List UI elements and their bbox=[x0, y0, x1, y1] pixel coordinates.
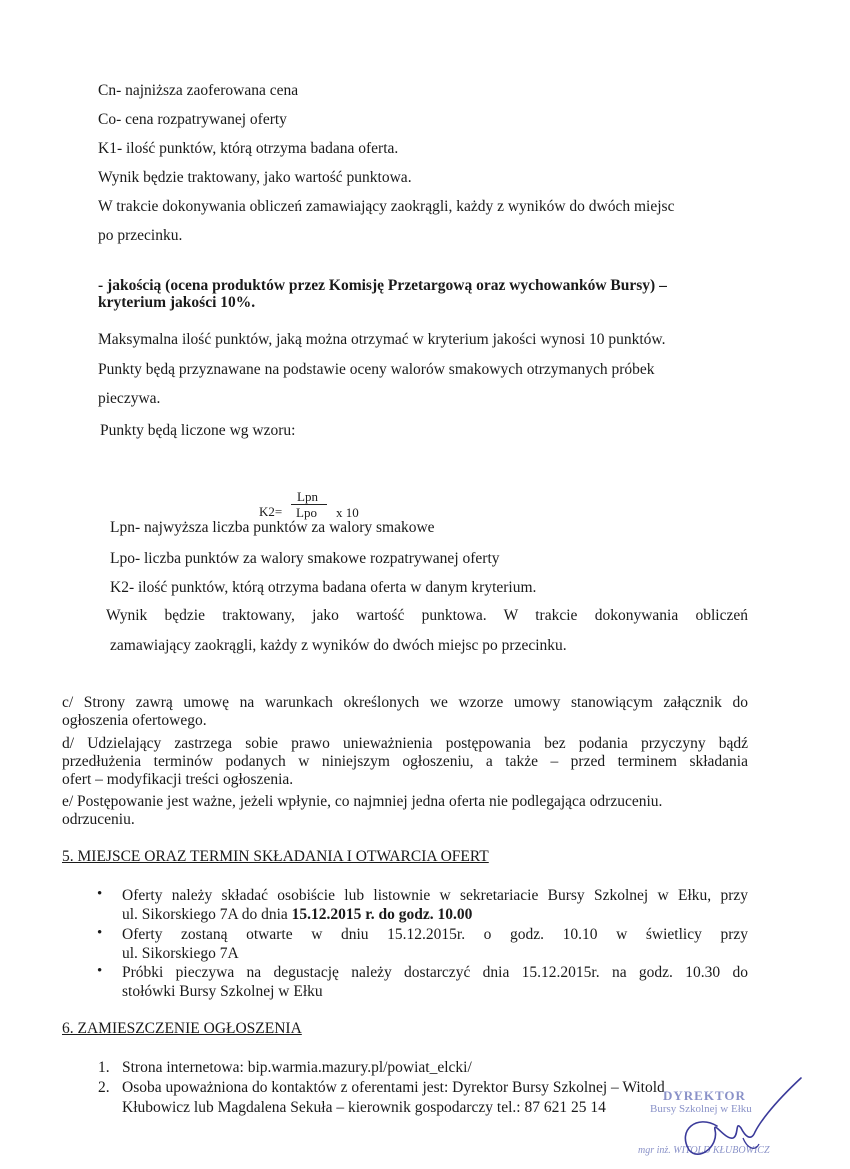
section-5-bullet2-line2: ul. Sikorskiego 7A bbox=[122, 945, 239, 962]
section-6-title: 6. ZAMIESZCZENIE OGŁOSZENIA bbox=[62, 1020, 302, 1037]
quality-heading-line1: - jakością (ocena produktów przez Komisję Przetargową oraz wychowanków Bursy) – bbox=[98, 277, 667, 294]
section-6-item2-line2: Kłubowicz lub Magdalena Sekuła – kierownik gospodarczy tel.: 87 621 25 14 bbox=[122, 1099, 606, 1116]
formula-denominator: Lpo bbox=[296, 505, 317, 520]
section-5-bullet3-line2: stołówki Bursy Szkolnej w Ełku bbox=[122, 983, 323, 1000]
quality-heading-line2: kryterium jakości 10%. bbox=[98, 294, 256, 311]
legend-k1: K1- ilość punktów, którą otrzyma badana oferta. bbox=[98, 140, 399, 157]
quality-paragraph-4: Punkty będą liczone wg wzoru: bbox=[100, 422, 296, 439]
legend-co: Co- cena rozpatrywanej oferty bbox=[98, 111, 287, 128]
formula-numerator: Lpn bbox=[297, 489, 318, 504]
clause-e-line2: odrzuceniu. bbox=[62, 811, 135, 828]
formula-multiplier: x 10 bbox=[336, 505, 359, 520]
bullet-dot: • bbox=[97, 925, 103, 941]
section-5-bullet3-line1: Próbki pieczywa na degustację należy dostarczyć dnia 15.12.2015r. na godz. 10.30 do bbox=[122, 964, 748, 981]
legend-lpo: Lpo- liczba punktów za walory smakowe rozpatrywanej oferty bbox=[110, 550, 500, 567]
clause-c-line1: c/ Strony zawrą umowę na warunkach określonych we wzorze umowy stanowiącym załącznik do bbox=[62, 694, 748, 711]
legend-lpn: Lpn- najwyższa liczba punktów za walory smakowe bbox=[110, 519, 435, 536]
clause-c-line2: ogłoszenia ofertowego. bbox=[62, 712, 207, 729]
formula-lhs: K2= bbox=[259, 504, 283, 519]
deadline-highlight: 15.12.2015 r. do godz. 10.00 bbox=[291, 906, 473, 923]
section-6-item2-number: 2. bbox=[98, 1079, 110, 1096]
section-5-bullet2-line1: Oferty zostaną otwarte w dniu 15.12.2015r. o godz. 10.10 w świetlicy przy bbox=[122, 926, 748, 943]
quality-paragraph-3: pieczywa. bbox=[98, 390, 161, 407]
stamp-institution: Bursy Szkolnej w Ełku bbox=[650, 1103, 752, 1115]
section-6-item1-number: 1. bbox=[98, 1059, 110, 1076]
quality-paragraph-2: Punkty będą przyznawane na podstawie oceny walorów smakowych otrzymanych próbek bbox=[98, 361, 655, 378]
wynik-note-2-line2: zamawiający zaokrągli, każdy z wyników do dwóch miejsc po przecinku. bbox=[110, 637, 567, 654]
section-6-item2-line1: Osoba upoważniona do kontaktów z oferentami jest: Dyrektor Bursy Szkolnej – Witold bbox=[122, 1079, 665, 1096]
section-5-title: 5. MIEJSCE ORAZ TERMIN SKŁADANIA I OTWARCIA OFERT bbox=[62, 848, 489, 865]
rounding-note-line2: po przecinku. bbox=[98, 227, 183, 244]
signature bbox=[655, 1076, 815, 1161]
clause-d-line1: d/ Udzielający zastrzega sobie prawo unieważnienia postępowania bez podania przyczyny bądź bbox=[62, 735, 748, 752]
bullet-dot: • bbox=[97, 963, 103, 979]
bullet-dot: • bbox=[97, 886, 103, 902]
wynik-note-2-line1: Wynik będzie traktowany, jako wartość punktowa. W trakcie dokonywania obliczeń bbox=[106, 607, 748, 624]
rounding-note-line1: W trakcie dokonywania obliczeń zamawiający zaokrągli, każdy z wyników do dwóch miejsc bbox=[98, 198, 675, 215]
clause-d-line2: przedłużenia terminów podanych w niniejszym ogłoszeniu, a także – przed terminem składania bbox=[62, 753, 748, 770]
clause-e-line1: e/ Postępowanie jest ważne, jeżeli wpłynie, co najmniej jedna oferta nie podlegająca odrzuceniu. bbox=[62, 793, 663, 810]
section-6-item1: Strona internetowa: bip.warmia.mazury.pl/powiat_elcki/ bbox=[122, 1059, 472, 1076]
legend-cn: Cn- najniższa zaoferowana cena bbox=[98, 82, 299, 99]
clause-d-line3: ofert – modyfikacji treści ogłoszenia. bbox=[62, 771, 294, 788]
quality-paragraph-1: Maksymalna ilość punktów, jaką można otrzymać w kryterium jakości wynosi 10 punktów. bbox=[98, 331, 666, 348]
stamp-name: mgr inż. WITOLD KŁUBOWICZ bbox=[638, 1145, 770, 1156]
wynik-note: Wynik będzie traktowany, jako wartość punktowa. bbox=[98, 169, 412, 186]
stamp-title: DYREKTOR bbox=[663, 1088, 746, 1103]
section-5-bullet1-line2: ul. Sikorskiego 7A do dnia 15.12.2015 r. do godz. 10.00 bbox=[122, 906, 473, 923]
section-5-bullet1-line1: Oferty należy składać osobiście lub listownie w sekretariacie Bursy Szkolnej w Ełku, przy bbox=[122, 887, 748, 904]
legend-k2: K2- ilość punktów, którą otrzyma badana oferta w danym kryterium. bbox=[110, 579, 537, 596]
